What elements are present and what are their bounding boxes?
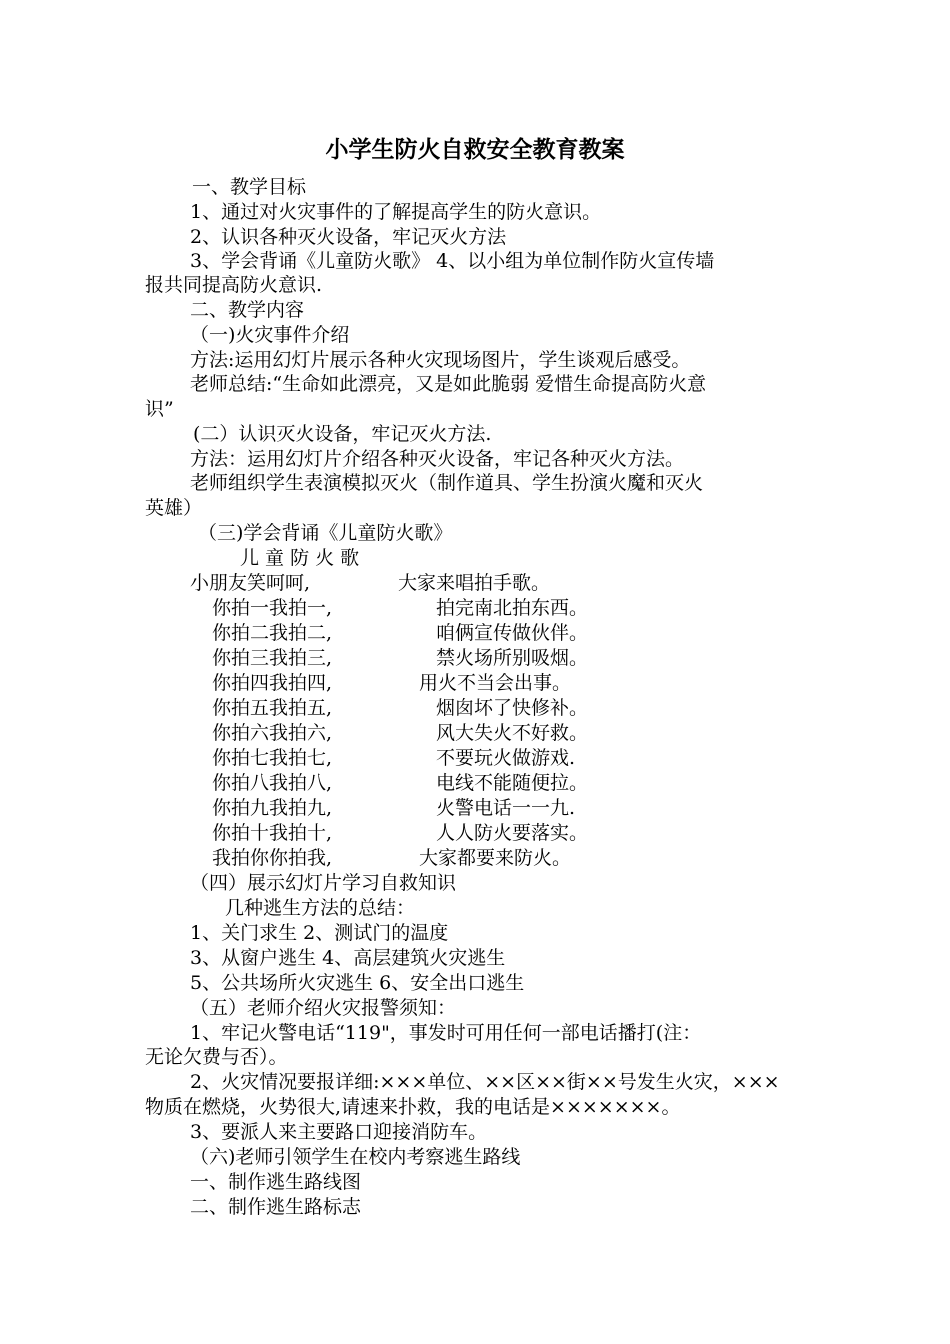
song-verse-right: 风大失火不好救。 <box>436 722 589 744</box>
song-verse-left: 你拍四我拍四, <box>212 672 333 694</box>
part-heading-1: （一)火灾事件介绍 <box>190 324 350 346</box>
section-heading-content: 二、教学内容 <box>190 299 305 321</box>
part2-activity: 老师组织学生表演模拟灭火（制作道具、学生扮演火魔和灭火 <box>190 472 704 494</box>
part5-item-1-cont: 无论欠费与否）。 <box>145 1046 288 1068</box>
part6-item-1: 一、制作逃生路线图 <box>190 1171 362 1193</box>
song-verse-left: 你拍二我拍二, <box>212 622 333 644</box>
song-verse-left: 你拍七我拍七, <box>212 747 333 769</box>
song-verse-right: 拍完南北拍东西。 <box>436 597 589 619</box>
part1-summary: 老师总结:“生命如此漂亮，又是如此脆弱 爱惜生命提高防火意 <box>190 373 707 395</box>
song-verse-left: 你拍三我拍三, <box>212 647 333 669</box>
song-verse-right: 人人防火要落实。 <box>436 822 589 844</box>
part6-item-2: 二、制作逃生路标志 <box>190 1196 362 1218</box>
song-intro-left: 小朋友笑呵呵, <box>190 572 311 594</box>
song-verse-left: 你拍一我拍一, <box>212 597 333 619</box>
song-verse-left: 我拍你你拍我, <box>212 847 333 869</box>
part4-line-2: 3、从窗户逃生 4、高层建筑火灾逃生 <box>190 947 506 969</box>
song-verse-left: 你拍五我拍五, <box>212 697 333 719</box>
part-heading-6: （六)老师引领学生在校内考察逃生路线 <box>190 1146 521 1168</box>
song-title: 儿 童 防 火 歌 <box>240 547 360 569</box>
part5-item-1: 1、牢记火警电话“119"，事发时可用任何一部电话播打(注： <box>190 1022 702 1044</box>
goal-item-1: 1、通过对火灾事件的了解提高学生的防火意识。 <box>190 201 602 223</box>
song-verse-left: 你拍九我拍九, <box>212 797 333 819</box>
song-verse-right: 禁火场所别吸烟。 <box>436 647 589 669</box>
song-verse-right: 电线不能随便拉。 <box>436 772 589 794</box>
song-verse-left: 你拍十我拍十, <box>212 822 333 844</box>
document-title: 小学生防火自救安全教育教案 <box>325 137 625 163</box>
goal-item-3-4: 3、学会背诵《儿童防火歌》 4、以小组为单位制作防火宣传墙 <box>190 250 715 272</box>
part1-method: 方法:运用幻灯片展示各种火灾现场图片，学生谈观后感受。 <box>190 349 691 371</box>
part-heading-4: （四）展示幻灯片学习自救知识 <box>190 872 457 894</box>
song-intro-right: 大家来唱拍手歌。 <box>398 572 551 594</box>
goal-item-2: 2、认识各种灭火设备，牢记灭火方法 <box>190 226 507 248</box>
part2-activity-cont: 英雄） <box>145 497 203 519</box>
part2-method: 方法：运用幻灯片介绍各种灭火设备，牢记各种灭火方法。 <box>190 448 685 470</box>
song-verse-right: 火警电话一一九. <box>436 797 576 819</box>
part4-line-1: 1、关门求生 2、测试门的温度 <box>190 922 449 944</box>
part4-line-3: 5、公共场所火灾逃生 6、安全出口逃生 <box>190 972 525 994</box>
song-verse-right: 大家都要来防火。 <box>419 847 572 869</box>
part1-summary-cont: 识” <box>145 398 174 420</box>
song-verse-right: 咱俩宣传做伙伴。 <box>436 622 589 644</box>
part5-item-2: 2、火灾情况要报详细:×××单位、××区××街××号发生火灾，××× <box>190 1071 780 1093</box>
part4-summary: 几种逃生方法的总结： <box>225 897 416 919</box>
part-heading-3: （三)学会背诵《儿童防火歌》 <box>198 522 453 544</box>
part-heading-5: （五）老师介绍火灾报警须知： <box>190 997 457 1019</box>
part5-item-3: 3、要派人来主要路口迎接消防车。 <box>190 1121 488 1143</box>
section-heading-goals: 一、教学目标 <box>192 176 307 198</box>
song-verse-right: 烟囱坏了快修补。 <box>436 697 589 719</box>
part-heading-2: (二）认识灭火设备，牢记灭火方法. <box>193 423 492 445</box>
song-verse-left: 你拍八我拍八, <box>212 772 333 794</box>
part5-item-2-cont: 物质在燃烧，火势很大,请速来扑救，我的电话是×××××××。 <box>145 1096 681 1118</box>
song-verse-left: 你拍六我拍六, <box>212 722 333 744</box>
goal-item-3-4-cont: 报共同提高防火意识. <box>145 274 323 296</box>
song-verse-right: 不要玩火做游戏. <box>436 747 576 769</box>
song-verse-right: 用火不当会出事。 <box>419 672 572 694</box>
